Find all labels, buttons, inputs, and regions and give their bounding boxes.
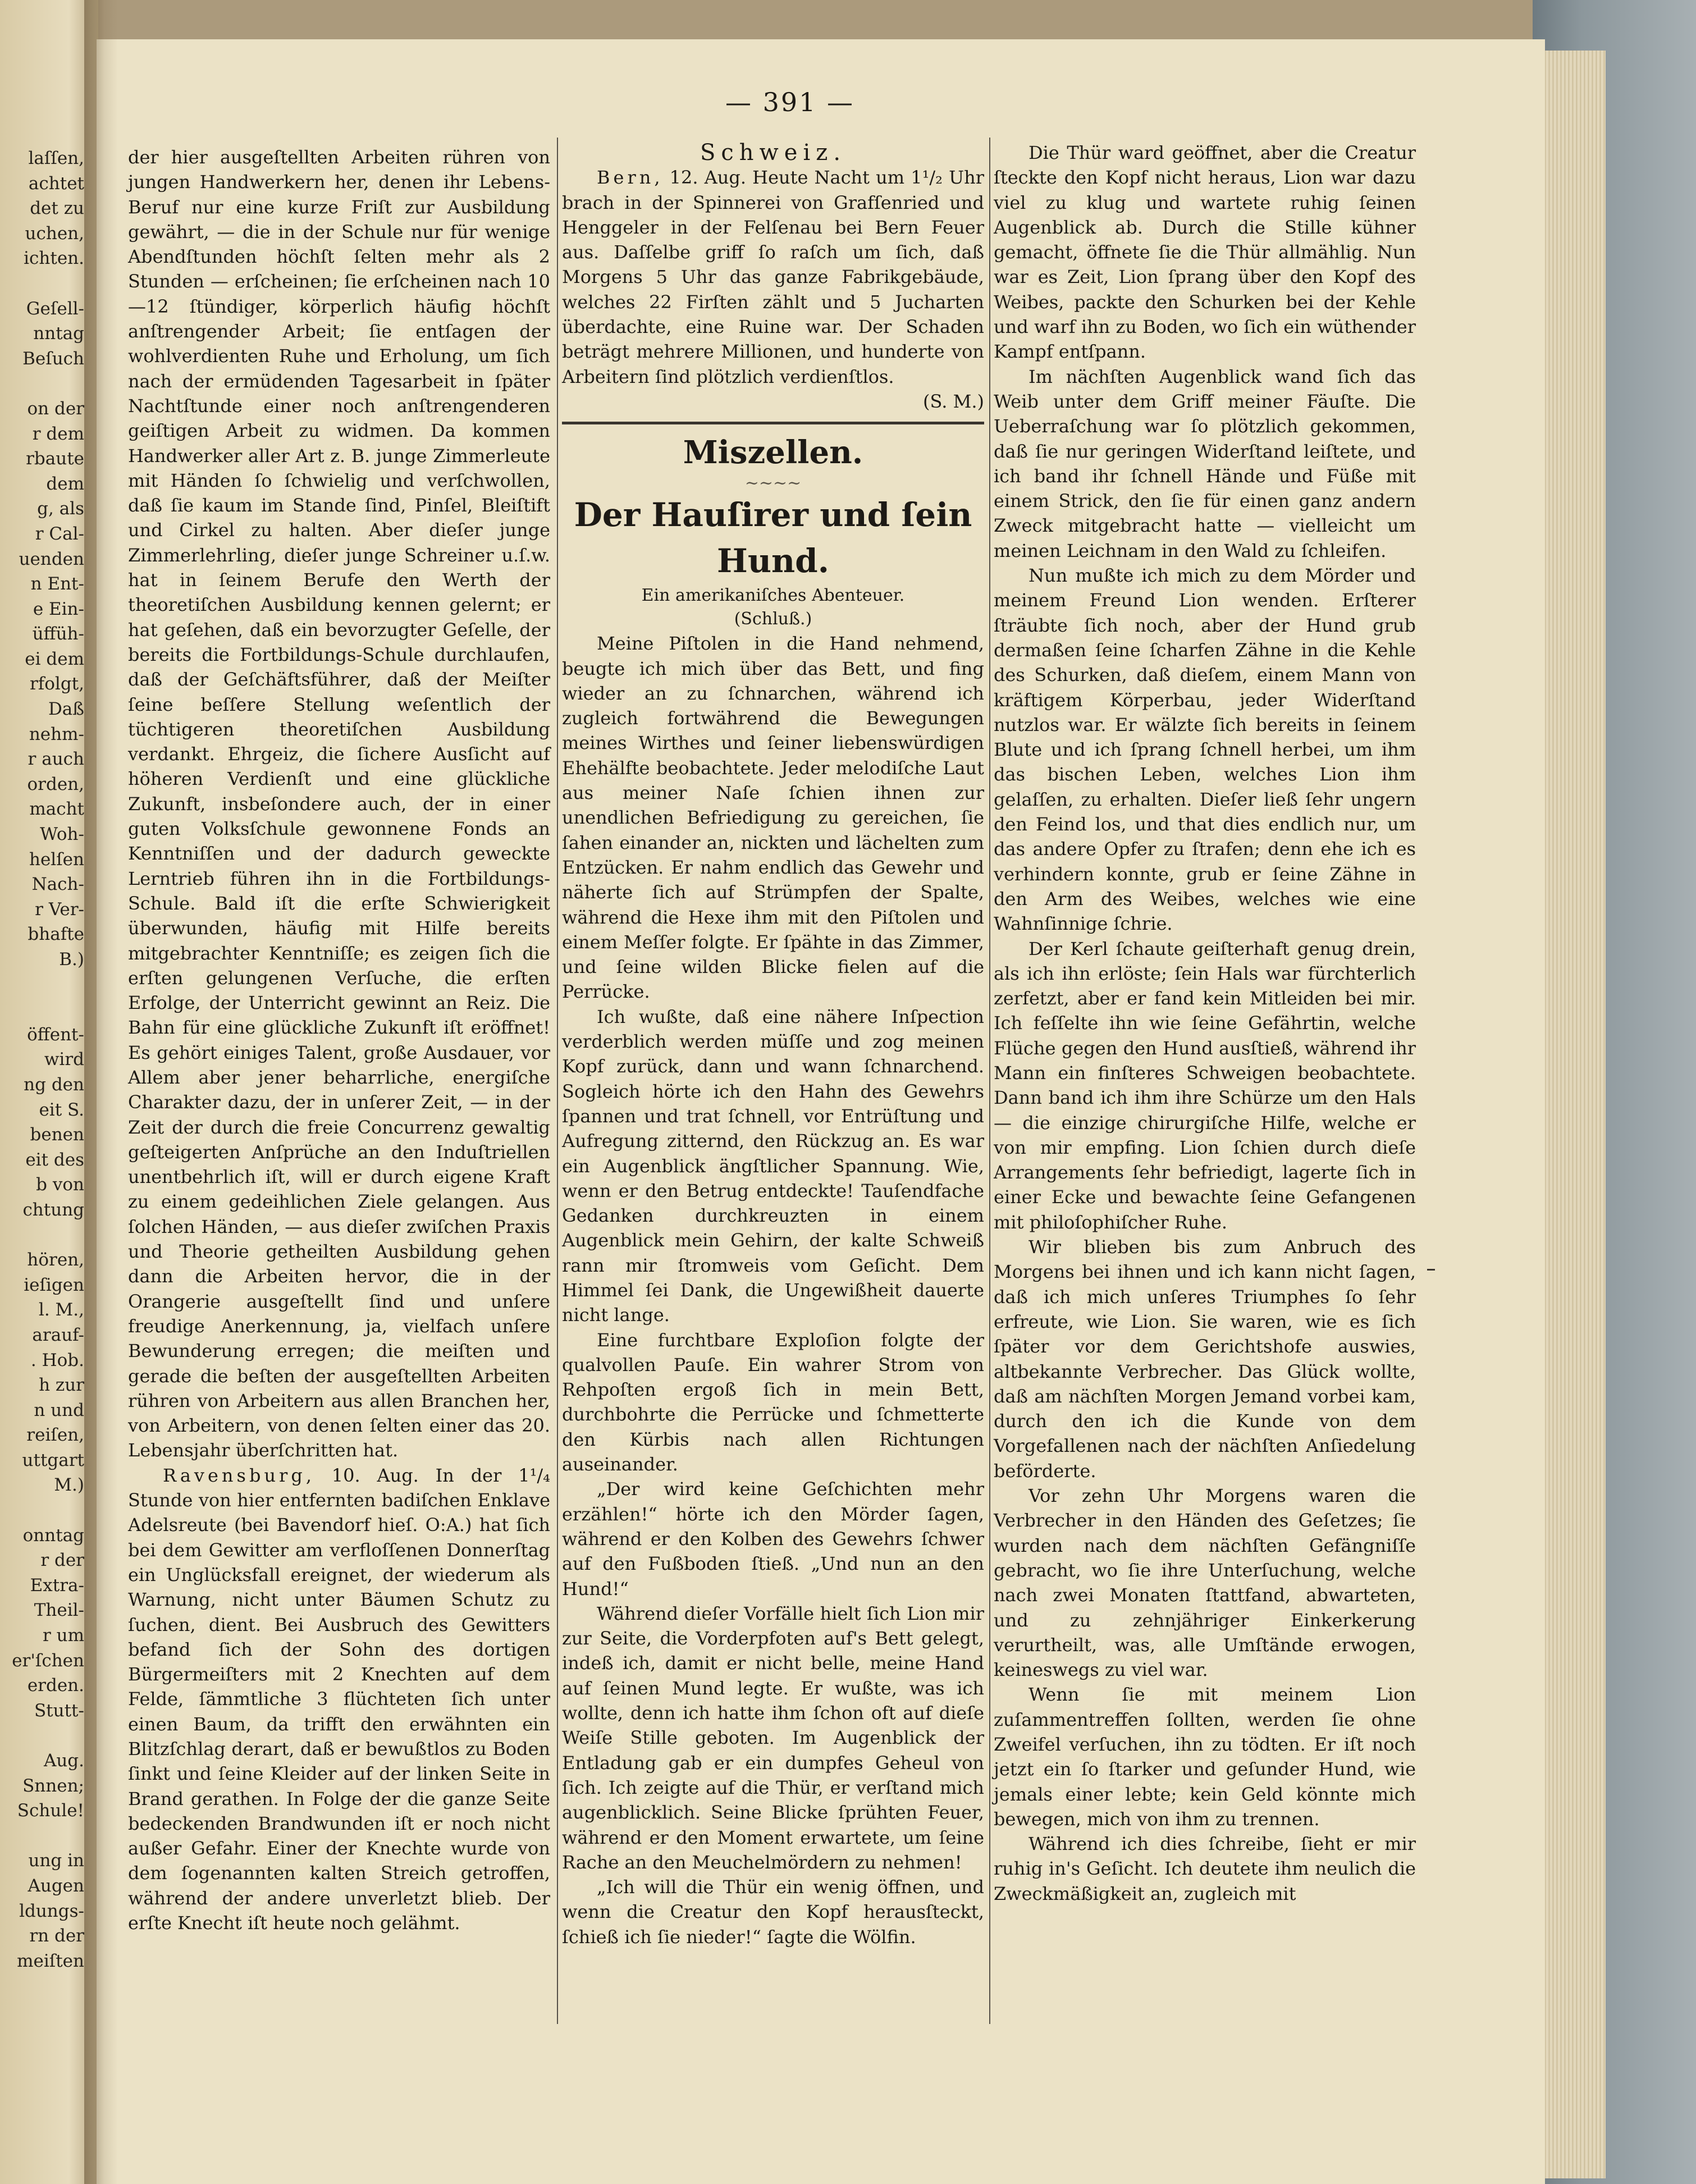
story-paragraph: „Ich will die Thür ein wenig öffnen, und wenn die Creatur den Kopf herausſteckt, ſchieß ich ſie nieder!“ ſagte die Wölfin. <box>562 1876 984 1948</box>
margin-mark <box>1427 1269 1435 1271</box>
previous-page-fragment: g, als <box>37 499 84 519</box>
previous-page-fragment: ei dem <box>25 648 84 669</box>
page-number: — 391 — <box>725 87 855 117</box>
column-right <box>994 140 1416 1906</box>
previous-page-fragment: Schule! <box>17 1801 84 1821</box>
story-part: (Schluß.) <box>734 609 812 629</box>
story-paragraph: Vor zehn Uhr Morgens waren die Verbrecher in den Händen des Geſetzes; ſie wurden nach dem nächſten Gefängniſſe gebracht, wo ſie ihre Unterſuchung, welche nach zwei Monaten ſtattfand, abwarteten, und zu zehnjähriger Einkerkerung verurtheilt, was, alle Umſtände erwogen, keineswegs zu viel war. <box>994 1485 1416 1681</box>
previous-page-fragment: Stutt- <box>34 1700 84 1721</box>
story-paragraph: Wir blieben bis zum Anbruch des Morgens bei ihnen und ich kann nicht ſagen, daß ich mich unſeres Triumphes ſo ſehr erfreute, wie Lion. Sie waren, wie es ſich ſpäter vor dem Gerichtshofe auswies, altbekannte Verbrecher. Das Glück wollte, daß am nächſten Morgen Jemand vorbei kam, durch den ich die Kunde von dem Vorgefallenen nach der nächſten Anſiedelung beförderte. <box>994 1236 1416 1482</box>
previous-page-fragment: r auch <box>28 749 84 770</box>
previous-page-fragment: ichten. <box>24 248 84 269</box>
report-text: 12. Aug. Heute Nacht um 1¹/₂ Uhr brach in der Spinnerei von Grafſenried und Henggeler in der Felſenau bei Bern Feuer aus. Daſſelbe griff ſo raſch um ſich, daß Morgens 5 Uhr das ganze Fabrikgebäude, welches 22 Firſten zählt und 5 Jucharten überdachte, eine Ruine war. Der Schaden beträgt mehrere Millionen, und hunderte von Arbeitern ſind plötzlich verdienſtlos. <box>562 167 984 387</box>
previous-page-fragment: rn der <box>29 1926 84 1947</box>
story-paragraph: Der Kerl ſchaute geiſterhaft genug drein, als ich ihn erlöste; ſein Hals war fürchterlich zerfetzt, aber er fand kein Mitleiden bei mir. Ich feſſelte ihn wie ſeine Gefährtin, welche Flüche gegen den Hund ausſtieß, während ihr Mann ein finſteres Schweigen beobachtete. Dann band ich ihm ihre Schürze um den Hals — die einzige chirurgiſche Hilfe, welche er von mir empfing. Lion ſchien durch dieſe Arrangements ſehr befriedigt, lagerte ſich in einer Ecke und bewachte ſeine Gefangenen mit philoſophiſcher Ruhe. <box>994 938 1416 1233</box>
previous-page-fragment: e Ein- <box>33 598 84 619</box>
column-left <box>128 145 550 1935</box>
ravensburg-report <box>128 1463 550 1936</box>
dateline-place: Bern, <box>597 167 664 189</box>
previous-page-fragment: Aug. <box>43 1751 84 1771</box>
story-paragraph: Während dieſer Vorfälle hielt ſich Lion mir zur Seite, die Vorderpfoten auf's Bett gelegt, indeß ich, damit er nicht belle, meine Hand auf ſeinen Mund legte. Er wußte, was ich wollte, denn ich hatte ihm ſchon oft auf dieſe Weiſe Stille geboten. Im Augenblick der Entladung gab er ein dumpfes Geheul von ſich. Ich zeigte auf die Thür, er verſtand mich augenblicklich. Seine Blicke ſprühten Feuer, während er den Moment erwartete, um ſeine Rache an den Meuchelmördern zu nehmen! <box>562 1602 984 1873</box>
column-divider-2 <box>989 138 990 2024</box>
previous-page-fragment <box>0 271 84 296</box>
previous-page-fragment <box>0 972 84 998</box>
previous-page-fragment: achtet <box>28 173 84 194</box>
previous-page-fragment: nntag <box>33 323 84 344</box>
exhibition-paragraph: der hier ausgeſtellten Arbeiten rühren von jungen Handwerkern her, denen ihr Lebens-Beruf nur eine kurze Friſt zur Ausbildung gewährt, — die in der Schule nur für wenige Abendſtunden höchſt ſelten mehr als 2 Stunden — erſcheinen; ſie erſcheinen nach 10—12 ſtündiger, körperlich häufig höchſt anſtrengender Arbeit; ſie entſagen der wohlverdienten Ruhe und Erholung, um ſich nach der ermüdenden Tagesarbeit in ſpäter Nachtſtunde einer noch anſtrengenderen geiſtigen Arbeit zu widmen. Da kommen Handwerker aller Art z. B. junge Zimmerleute mit Händen ſo ſchwielig und verſchwollen, daß ſie kaum im Stande ſind, Pinſel, Bleiſtift und Cirkel zu halten. Aber dieſer junge Zimmerlehrling, dieſer junge Schreiner u.ſ.w. hat in ſeinem Berufe den Werth der theoretiſchen Ausbildung kennen gelernt; er hat geſehen, daß ein bevorzugter Geſelle, der bereits die Fortbildungs-Schule durchlaufen, daß der Geſchäftsführer, daß der Meiſter ſeine beſſere Stellung weſentlich der tüchtigeren theoretiſchen Ausbildung verdankt. Ehrgeiz, die ſichere Ausſicht auf höheren Verdienſt und eine glückliche Zukunft, insbeſondere auch, der in einer guten Volksſchule gewonnene Fonds an Kenntniſſen und der dadurch geweckte Lerntrieb führen ihn in die Fortbildungs-Schule. Bald iſt die erſte Schwierigkeit überwunden, häufig mit Hilfe bereits mitgebrachter Kenntniſſe; es zeigen ſich die erſten gelungenen Verſuche, die erſten Erfolge, der Unterricht gewinnt an Reiz. Die Bahn für eine glückliche Zukunft iſt eröffnet! Es gehört einiges Talent, große Ausdauer, vor Allem aber jener beharrliche, energiſche Charakter dazu, der in unſerer Zeit, — in der Zeit der durch die freie Concurrenz gewaltig geſteigerten Anſprüche an den Induſtriellen unentbehrlich iſt, will er durch eigene Kraft zu einem gedeihlichen Ziele gelangen. Aus ſolchen Händen, — aus dieſer zwiſchen Praxis und Theorie getheilten Ausbildung gehen dann die Arbeiten hervor, die in der Orangerie ausgeſtellt ſind und unſere freudige Anerkennung, ja, vielfach unſere Bewunderung erregen; die meiſten und gerade die beſten der ausgeſtellten Arbeiten rühren von Arbeitern aus allen Branchen her, von Arbeitern, von denen ſelten einer das 20. Lebensjahr überſchritten hat. <box>128 147 550 1461</box>
previous-page-fragment: l. M., <box>38 1300 84 1321</box>
story-paragraph: Eine furchtbare Exploſion folgte der qualvollen Pauſe. Ein wahrer Strom von Rehpoſten ergoß ſich in mein Bett, durchbohrte die Perrücke und ſchmetterte den Kürbis nach allen Richtungen auseinander. <box>562 1329 984 1475</box>
previous-page-fragment <box>0 997 84 1022</box>
flourish-ornament: ~~~~ <box>744 473 802 494</box>
previous-page-fragment: reiſen, <box>26 1425 84 1446</box>
previous-page-fragment: ieſigen <box>24 1274 84 1295</box>
section-heading-schweiz: Schweiz. <box>700 140 847 166</box>
report-text: 10. Aug. In der 1¹/₄ Stunde von hier entfernten badiſchen Enklave Adelsreute (bei Bavendorf hieſ. O:A.) hat ſich bei dem Gewitter am verfloſſenen Donnerſtag ein Unglücksfall ereignet, der wiederum als Warnung, nicht unter Bäumen Schutz zu ſuchen, dient. Bei Ausbruch des Gewitters befand ſich der Sohn des dortigen Bürgermeiſters mit 2 Knechten auf dem Felde, ſämmtliche 3 flüchteten ſich unter einen Baum, da trifft den erwähnten ein Blitzſchlag derart, daß er bewußtlos zu Boden ſinkt und ſeine Kleider auf der linken Seite in Brand gerathen. In Folge der die ganze Seite bedeckenden Brandwunden iſt er noch nicht außer Gefahr. Einer der Knechte wurde von dem ſogenannten kalten Streich getroffen, während der andere unverletzt blieb. Der erſte Knecht iſt heute noch gelähmt. <box>128 1464 550 1934</box>
previous-page-fragment <box>0 371 84 396</box>
previous-page-fragment: det zu <box>30 198 84 219</box>
bern-report <box>562 165 984 389</box>
previous-page-fragment: Nach- <box>31 874 84 895</box>
previous-page-fragment: eit S. <box>39 1099 84 1120</box>
story-paragraph: Im nächſten Augenblick wand ſich das Weib unter dem Griff meiner Fäuſte. Die Ueberraſchung war ſo plötzlich gekommen, daß ſie nur geringen Widerſtand leiſtete, und ich band ihr ſchnell Hände und Füße mit einem Strick, den ſie für einen ganz andern Zweck mitgebracht hatte — vielleicht um meinen Leichnam in den Wald zu ſchleifen. <box>994 365 1416 561</box>
dateline-place: Ravensburg, <box>163 1464 315 1486</box>
previous-page-fragment: dem <box>46 473 84 494</box>
previous-page-fragment: benen <box>30 1125 84 1145</box>
source-signature: (S. M.) <box>922 390 984 412</box>
previous-page-fragment: on der <box>27 398 84 419</box>
story-paragraph: Meine Piſtolen in die Hand nehmend, beugte ich mich über das Bett, und fing wieder an zu ſchnarchen, während ich zugleich fortwährend die Bewegungen meines Wirthes und ſeiner liebenswürdigen Ehehälfte beobachtete. Jeder melodiſche Laut aus meiner Naſe ſchien ihnen zur unendlichen Befriedigung zu gereichen, ſie ſahen einander an, nickten und lächelten zum Entzücken. Er nahm endlich das Gewehr und näherte ſich auf Strümpfen der Spalte, während die Hexe ihm mit den Piſtolen und einem Meſſer folgte. Er ſpähte in das Zimmer, und ſeine wilden Blicke fielen auf die Perrücke. <box>562 633 984 1003</box>
story-paragraph: Die Thür ward geöffnet, aber die Creatur ſteckte den Kopf nicht heraus, Lion war dazu viel zu klug und wartete ruhig ſeinen Augenblick ab. Durch die Stille kühner gemacht, öffnete ſie die Thür allmählig. Nun war es Zeit, Lion ſprang über den Kopf des Weibes, packte den Schurken bei der Kehle und warf ihn zu Boden, wo ſich ein wüthender Kampf entſpann. <box>994 142 1416 363</box>
previous-page-fragment: r dem <box>32 423 84 444</box>
previous-page-fragment: ung in <box>28 1851 84 1871</box>
previous-page-fragment: Extra- <box>30 1575 84 1596</box>
previous-page-fragment: onntag <box>22 1525 84 1546</box>
previous-page-fragment: chtung <box>22 1199 84 1220</box>
story-title: Der Hauſirer und ſein Hund. <box>574 496 972 581</box>
column-divider-1 <box>557 138 558 2024</box>
previous-page-fragment: erden. <box>27 1675 84 1696</box>
previous-page-fragment: eit des <box>25 1149 84 1170</box>
previous-page-fragment: arauf- <box>32 1324 84 1345</box>
story-paragraph: „Der wird keine Geſchichten mehr erzählen!“ hörte ich den Mörder ſagen, während er den Kolben des Gewehrs ſchwer auf den Fußboden ſtieß. „Und nun an den Hund!“ <box>562 1478 984 1600</box>
previous-page-fragment: Theil- <box>34 1600 84 1621</box>
previous-page-fragment: üffüh- <box>32 624 84 645</box>
previous-page-fragment: laſſen, <box>28 148 84 168</box>
previous-page-fragment <box>0 1498 84 1523</box>
previous-page-fragment: r der <box>40 1550 84 1571</box>
story-subtitle: Ein amerikaniſches Abenteuer. <box>641 586 905 606</box>
previous-page-fragment: macht <box>29 799 84 820</box>
story-paragraph: Während ich dies ſchreibe, ſieht er mir ruhig in's Geſicht. Ich deutete ihm neulich die Zweckmäßigkeit an, zugleich mit <box>994 1833 1416 1904</box>
previous-page-fragment: Daß <box>48 699 84 720</box>
previous-page-fragment: b von <box>36 1175 84 1195</box>
previous-page-fragment: nehm- <box>29 724 84 744</box>
previous-page-fragment: ng den <box>24 1074 84 1095</box>
previous-page-fragment: Augen <box>28 1875 84 1896</box>
story-paragraph: Nun mußte ich mich zu dem Mörder und meinem Freund Lion wenden. Erſterer ſträubte ſich noch, aber der Hund grub dermaßen ſeine ſcharfen Zähne in die Kehle des Schurken, daß dieſem, einem Mann von kräftigem Körperbau, jeder Widerſtand nutzlos war. Er wälzte ſich bereits in ſeinem Blute und ich ſprang ſchnell herbei, um ihm das bischen Leben, welches Lion ihm gelaſſen, zu erhalten. Dieſer ließ ſehr ungern den Feind los, und that dies endlich nur, um das andere Opfer zu ſtrafen; denn ehe ich es verhindern konnte, grub er ſeine Zähne in den Arm des Weibes, welches wie eine Wahnſinnige ſchrie. <box>994 565 1416 935</box>
page-stack-edge <box>1538 51 1606 2178</box>
previous-page-fragment: Woh- <box>40 824 84 845</box>
previous-page-margin <box>0 0 98 2184</box>
story-paragraph: Ich wußte, daß eine nähere Inſpection verderblich werden müſſe und zog meinen Kopf zurück, dann und wann ſchnarchend. Sogleich hörte ich den Hahn des Gewehrs ſpannen und trat ſchnell, vor Entrüſtung und Aufregung zitternd, den Rückzug an. Es war ein Augenblick ängſtlicher Spannung. Wie, wenn er den Betrug entdeckte! Tauſendfache Gedanken durchkreuzten in einem Augenblick mein Gehirn, der kalte Schweiß rann mir ſtromweis vom Geſicht. Dem Himmel ſei Dank, die Ungewißheit dauerte nicht lange. <box>562 1006 984 1326</box>
story-paragraph: Wenn ſie mit meinem Lion zuſammentreffen ſollten, werden ſie ohne Zweifel verſuchen, ihn zu tödten. Er iſt noch jetzt ein ſo ſtarker und geſunder Hund, wie jemals einer lebte; kein Geld könnte mich bewegen, mich von ihm zu trennen. <box>994 1684 1416 1830</box>
previous-page-fragment: Geſell- <box>26 298 84 319</box>
section-rule <box>562 422 984 424</box>
previous-page-fragment: uchen, <box>25 223 84 244</box>
previous-page-fragment: r um <box>42 1625 84 1646</box>
previous-page-fragment: Beſuch <box>22 348 84 369</box>
page-gutter-shadow <box>84 0 118 2184</box>
previous-page-fragment: h zur <box>39 1375 84 1396</box>
previous-page-fragment: uenden <box>19 549 84 569</box>
previous-page-fragment: meiſten <box>17 1950 84 1971</box>
previous-page-fragment: helſen <box>29 849 84 870</box>
column-middle <box>562 140 984 1949</box>
section-title-miszellen: Miszellen. <box>683 434 863 472</box>
previous-page-fragment: ldungs- <box>19 1900 84 1921</box>
previous-page-fragment <box>0 1723 84 1748</box>
previous-page-fragment: er'ſchen <box>12 1650 84 1671</box>
previous-page-fragments <box>0 146 84 1973</box>
previous-page-fragment: r Cal- <box>35 523 84 544</box>
previous-page-fragment: orden, <box>27 774 84 794</box>
previous-page-fragment: hören, <box>27 1250 84 1271</box>
previous-page-fragment: öffent- <box>27 1024 84 1045</box>
previous-page-fragment: Snnen; <box>22 1775 84 1796</box>
previous-page-fragment: rfolgt, <box>29 674 84 695</box>
previous-page-fragment: rbaute <box>26 449 84 469</box>
previous-page-fragment: n und <box>34 1400 84 1420</box>
previous-page-fragment: bhafte <box>28 924 84 945</box>
previous-page-fragment: r Ver- <box>35 899 84 920</box>
previous-page-fragment: wird <box>44 1049 84 1070</box>
previous-page-fragment <box>0 1223 84 1248</box>
previous-page-fragment: uttgart <box>22 1450 84 1470</box>
previous-page-fragment: n Ent- <box>30 574 84 595</box>
previous-page-fragment <box>0 1824 84 1849</box>
previous-page-fragment: . Hob. <box>30 1350 84 1370</box>
previous-page-fragment: M.) <box>54 1475 84 1496</box>
previous-page-fragment: B.) <box>59 949 84 970</box>
